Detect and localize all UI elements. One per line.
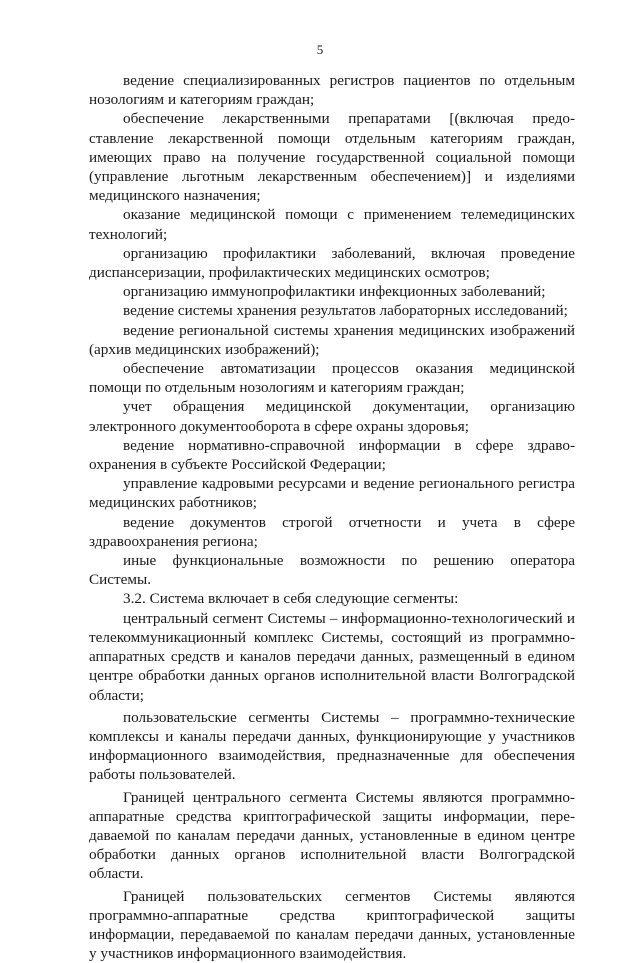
- paragraph-hr-management: управление кадровыми ресурсами и ведение регионального регистра медицинских работников;: [89, 475, 575, 512]
- paragraph-lab-results-storage: ведение системы хранения результатов лабораторных исследований;: [123, 302, 568, 320]
- paragraph-strict-reporting: ведение документов строгой отчетности и учета в сфере здравоохранения региона;: [89, 513, 575, 550]
- paragraph-medical-images-archive: ведение региональной системы хранения медицинских изображений (архив медицинских изображений);: [89, 321, 575, 358]
- paragraph-document-circulation: учет обращения медицинской документации, организацию электронного документооборота в сфере охраны здоровья;: [89, 398, 575, 435]
- paragraph-reference-information: ведение нормативно-справочной информации в сфере здравоохранения в субъекте Российской Федерации;: [89, 436, 575, 474]
- paragraph-section-3-2: 3.2. Система включает в себя следующие сегменты:: [123, 590, 459, 608]
- paragraph-immunoprophylaxis: организацию иммунопрофилактики инфекционных заболеваний;: [123, 283, 546, 301]
- document-body: [89, 71, 575, 963]
- page-number: 5: [316, 42, 324, 57]
- paragraph-disease-prevention: организацию профилактики заболеваний, включая проведение диспансеризации, профилактических медицинских осмотров;: [89, 244, 575, 282]
- paragraph-user-segments: пользовательские сегменты Системы – программно-технические комплексы и каналы передачи данных, функционирующие у участников информационного взаимодействия, предназначенные для обеспечения работы пользователей.: [89, 708, 575, 784]
- paragraph-central-segment: центральный сегмент Системы – информационно-технологический и телекоммуникационный комплекс Системы, состоящий из программно-аппаратных средств и каналов передачи данных, размещенный в едином центре обработки данных органов исполнительной власти Волгоградской области;: [89, 609, 575, 704]
- paragraph-specialized-registries: ведение специализированных регистров пациентов по отдельным нозологиям и категориям граждан;: [89, 72, 575, 109]
- paragraph-care-automation: обеспечение автоматизации процессов оказания медицинской помощи по отдельным нозологиям и категориям граждан;: [89, 360, 575, 397]
- paragraph-telemedicine: оказание медицинской помощи с применением телемедицинских технологий;: [89, 206, 575, 243]
- paragraph-other-functions: иные функциональные возможности по решению оператора Системы.: [89, 552, 575, 589]
- paragraph-central-boundary: Границей центрального сегмента Системы являются программно-аппаратные средства криптографической защиты информации, передаваемой по каналам передачи данных, установленные в едином центре обработки данных органов исполнительной власти Волгоградской области.: [89, 788, 575, 883]
- paragraph-user-boundary: Границей пользовательских сегментов Системы являются программно-аппаратные средства криптографической защиты информации, передаваемой по каналам передачи данных, установленные у участников информационного взаимодействия.: [89, 887, 575, 963]
- paragraph-drug-provision: обеспечение лекарственными препаратами [(включая предоставление лекарственной помощи отдельным категориям граждан, имеющих право на получение государственной социальной помощи (управление льготным лекарственным обеспечением)] и изделиями медицинского назначения;: [89, 110, 575, 205]
